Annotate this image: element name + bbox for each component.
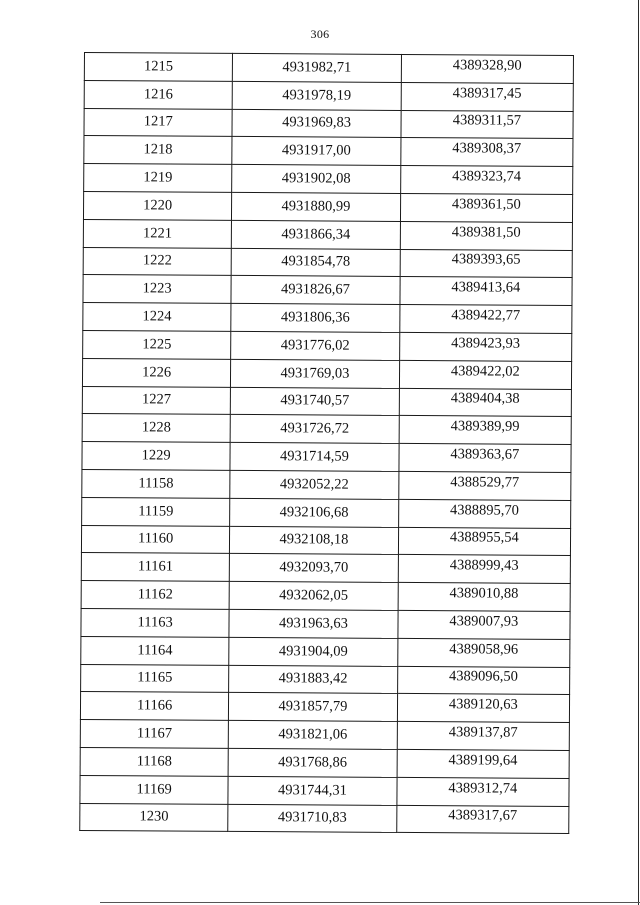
y-coordinate-cell [399,332,572,361]
y-coordinate-value: 4389381,50 [451,223,521,241]
y-coordinate-cell [400,221,573,250]
y-coordinate-cell [397,722,570,751]
y-coordinate-value: 4389389,99 [450,418,520,435]
x-coordinate-cell: 4931883,42 [229,665,398,694]
x-coordinate-cell: 4931826,67 [231,276,400,305]
y-coordinate-value: 4389311,57 [452,112,522,130]
x-coordinate-cell: 4932052,22 [230,470,399,499]
point-number-cell: 11161 [81,553,229,582]
y-coordinate-value: 4388895,70 [450,501,520,519]
table-row [82,386,571,417]
y-coordinate-cell [399,444,572,473]
x-coordinate-cell: 4931857,79 [229,693,398,722]
y-coordinate-value: 4389361,50 [451,196,521,213]
x-coordinate-cell: 4931880,99 [232,192,401,221]
y-coordinate-value: 4389120,63 [448,696,518,713]
coordinates-table [79,52,574,834]
point-number-cell: 11164 [81,636,229,665]
point-number-cell: 1217 [84,108,232,137]
x-coordinate-cell: 4931768,86 [228,748,397,777]
x-coordinate-cell: 4931904,09 [229,637,398,666]
y-coordinate-value: 4388955,54 [449,529,519,547]
point-number-cell: 1229 [82,442,230,471]
y-coordinate-cell [399,416,572,445]
y-coordinate-cell [397,666,570,695]
y-coordinate-cell [398,555,571,584]
table-row [83,275,572,306]
x-coordinate-cell: 4932062,05 [229,582,398,611]
y-coordinate-cell [399,360,572,389]
y-coordinate-value: 4389312,74 [448,779,518,797]
page-edge-right [638,0,639,905]
point-number-cell: 1221 [83,219,231,248]
table-row [83,303,572,334]
y-coordinate-cell [399,388,572,417]
x-coordinate-cell: 4931710,83 [228,804,397,833]
point-number-cell: 1226 [82,358,230,387]
y-coordinate-value: 4389413,64 [451,279,521,296]
point-number-cell: 11160 [81,525,229,554]
y-coordinate-cell [398,499,571,528]
table-row [81,608,570,639]
y-coordinate-cell [398,471,571,500]
point-number-cell: 1220 [83,191,231,220]
x-coordinate-cell: 4931714,59 [230,443,399,472]
x-coordinate-cell: 4931982,71 [233,53,402,82]
y-coordinate-cell [397,694,570,723]
coordinates-table-body [80,53,574,834]
x-coordinate-cell: 4931902,08 [232,165,401,194]
point-number-cell: 11162 [81,581,229,610]
y-coordinate-value: 4389096,50 [449,668,518,686]
y-coordinate-cell [397,638,570,667]
table-row [80,747,569,778]
x-coordinate-cell: 4931917,00 [232,137,401,166]
point-number-cell: 11159 [82,497,230,526]
point-number-cell: 1222 [83,247,231,276]
y-coordinate-cell [397,749,570,778]
y-coordinate-cell [400,277,573,306]
y-coordinate-cell [397,777,570,806]
table-row [82,414,571,445]
point-number-cell: 1218 [84,136,232,165]
point-number-cell: 11168 [80,747,228,776]
table-row [80,692,569,723]
y-coordinate-value: 4389323,74 [452,168,522,185]
x-coordinate-cell: 4931963,63 [229,609,398,638]
y-coordinate-value: 4389393,65 [451,251,521,269]
table-row [80,720,569,751]
point-number-cell: 11163 [81,608,229,637]
point-number-cell: 1230 [80,803,228,832]
point-number-cell: 1215 [84,53,232,82]
x-coordinate-cell: 4932093,70 [230,554,399,583]
table-row [83,247,572,278]
y-coordinate-value: 4389058,96 [449,640,519,658]
y-coordinate-value: 4389404,38 [450,390,520,408]
x-coordinate-cell: 4931978,19 [232,81,401,110]
x-coordinate-cell: 4931740,57 [231,387,400,416]
y-coordinate-cell [396,805,569,834]
x-coordinate-cell: 4931769,03 [231,359,400,388]
table-row [82,358,571,389]
table-row [81,581,570,612]
y-coordinate-cell [401,54,574,83]
y-coordinate-value: 4389007,93 [449,613,519,630]
point-number-cell: 11165 [81,664,229,693]
x-coordinate-cell: 4931806,36 [231,304,400,333]
x-coordinate-cell: 4932108,18 [230,526,399,555]
x-coordinate-cell: 4931776,02 [231,331,400,360]
point-number-cell: 1228 [82,414,230,443]
table-row [84,80,573,111]
x-coordinate-cell: 4932106,68 [230,498,399,527]
table-row [82,469,571,500]
table-row [82,497,571,528]
y-coordinate-value: 4389010,88 [449,585,519,602]
y-coordinate-value: 4389137,87 [448,724,518,741]
x-coordinate-cell: 4931821,06 [229,721,398,750]
y-coordinate-cell [401,82,574,111]
y-coordinate-value: 4389317,67 [448,807,518,825]
x-coordinate-cell: 4931726,72 [230,415,399,444]
y-coordinate-cell [400,138,573,167]
page-edge-bottom [100,902,640,903]
point-number-cell: 11166 [80,692,228,721]
y-coordinate-value: 4389308,37 [452,140,522,157]
point-number-cell: 11158 [82,469,230,498]
x-coordinate-cell: 4931969,83 [232,109,401,138]
y-coordinate-value: 4389422,02 [450,362,520,380]
point-number-cell: 1227 [82,386,230,415]
table-row [81,636,570,667]
x-coordinate-cell: 4931744,31 [228,776,397,805]
table-row [83,191,572,222]
y-coordinate-value: 4389422,77 [451,307,521,324]
point-number-cell: 1223 [83,275,231,304]
table-row [81,525,570,556]
table-row [84,164,573,195]
table-row [84,108,573,139]
y-coordinate-value: 4389328,90 [452,57,522,74]
y-coordinate-value: 4389423,93 [451,335,521,352]
point-number-cell: 11167 [80,720,228,749]
table-row [83,330,572,361]
table-row [82,442,571,473]
y-coordinate-cell [399,305,572,334]
y-coordinate-cell [401,110,574,139]
table-row [80,775,569,806]
y-coordinate-value: 4388999,43 [449,557,519,574]
y-coordinate-cell [400,249,573,278]
table-row [81,553,570,584]
y-coordinate-value: 4389363,67 [450,446,520,463]
point-number-cell: 11169 [80,775,228,804]
y-coordinate-cell [400,166,573,195]
y-coordinate-value: 4389199,64 [448,752,518,769]
y-coordinate-cell [400,193,573,222]
table-row [80,803,569,834]
page-number: 306 [310,27,330,41]
table-row [84,53,573,84]
point-number-cell: 1219 [84,164,232,193]
x-coordinate-cell: 4931866,34 [232,220,401,249]
point-number-cell: 1224 [83,303,231,332]
y-coordinate-value: 4389317,45 [452,84,522,102]
y-coordinate-cell [398,583,571,612]
point-number-cell: 1216 [84,80,232,109]
table-row [84,136,573,167]
point-number-cell: 1225 [83,330,231,359]
x-coordinate-cell: 4931854,78 [231,248,400,277]
y-coordinate-value: 4388529,77 [450,474,520,491]
table-row [81,664,570,695]
table-row [83,219,572,250]
y-coordinate-cell [398,527,571,556]
y-coordinate-cell [398,610,571,639]
